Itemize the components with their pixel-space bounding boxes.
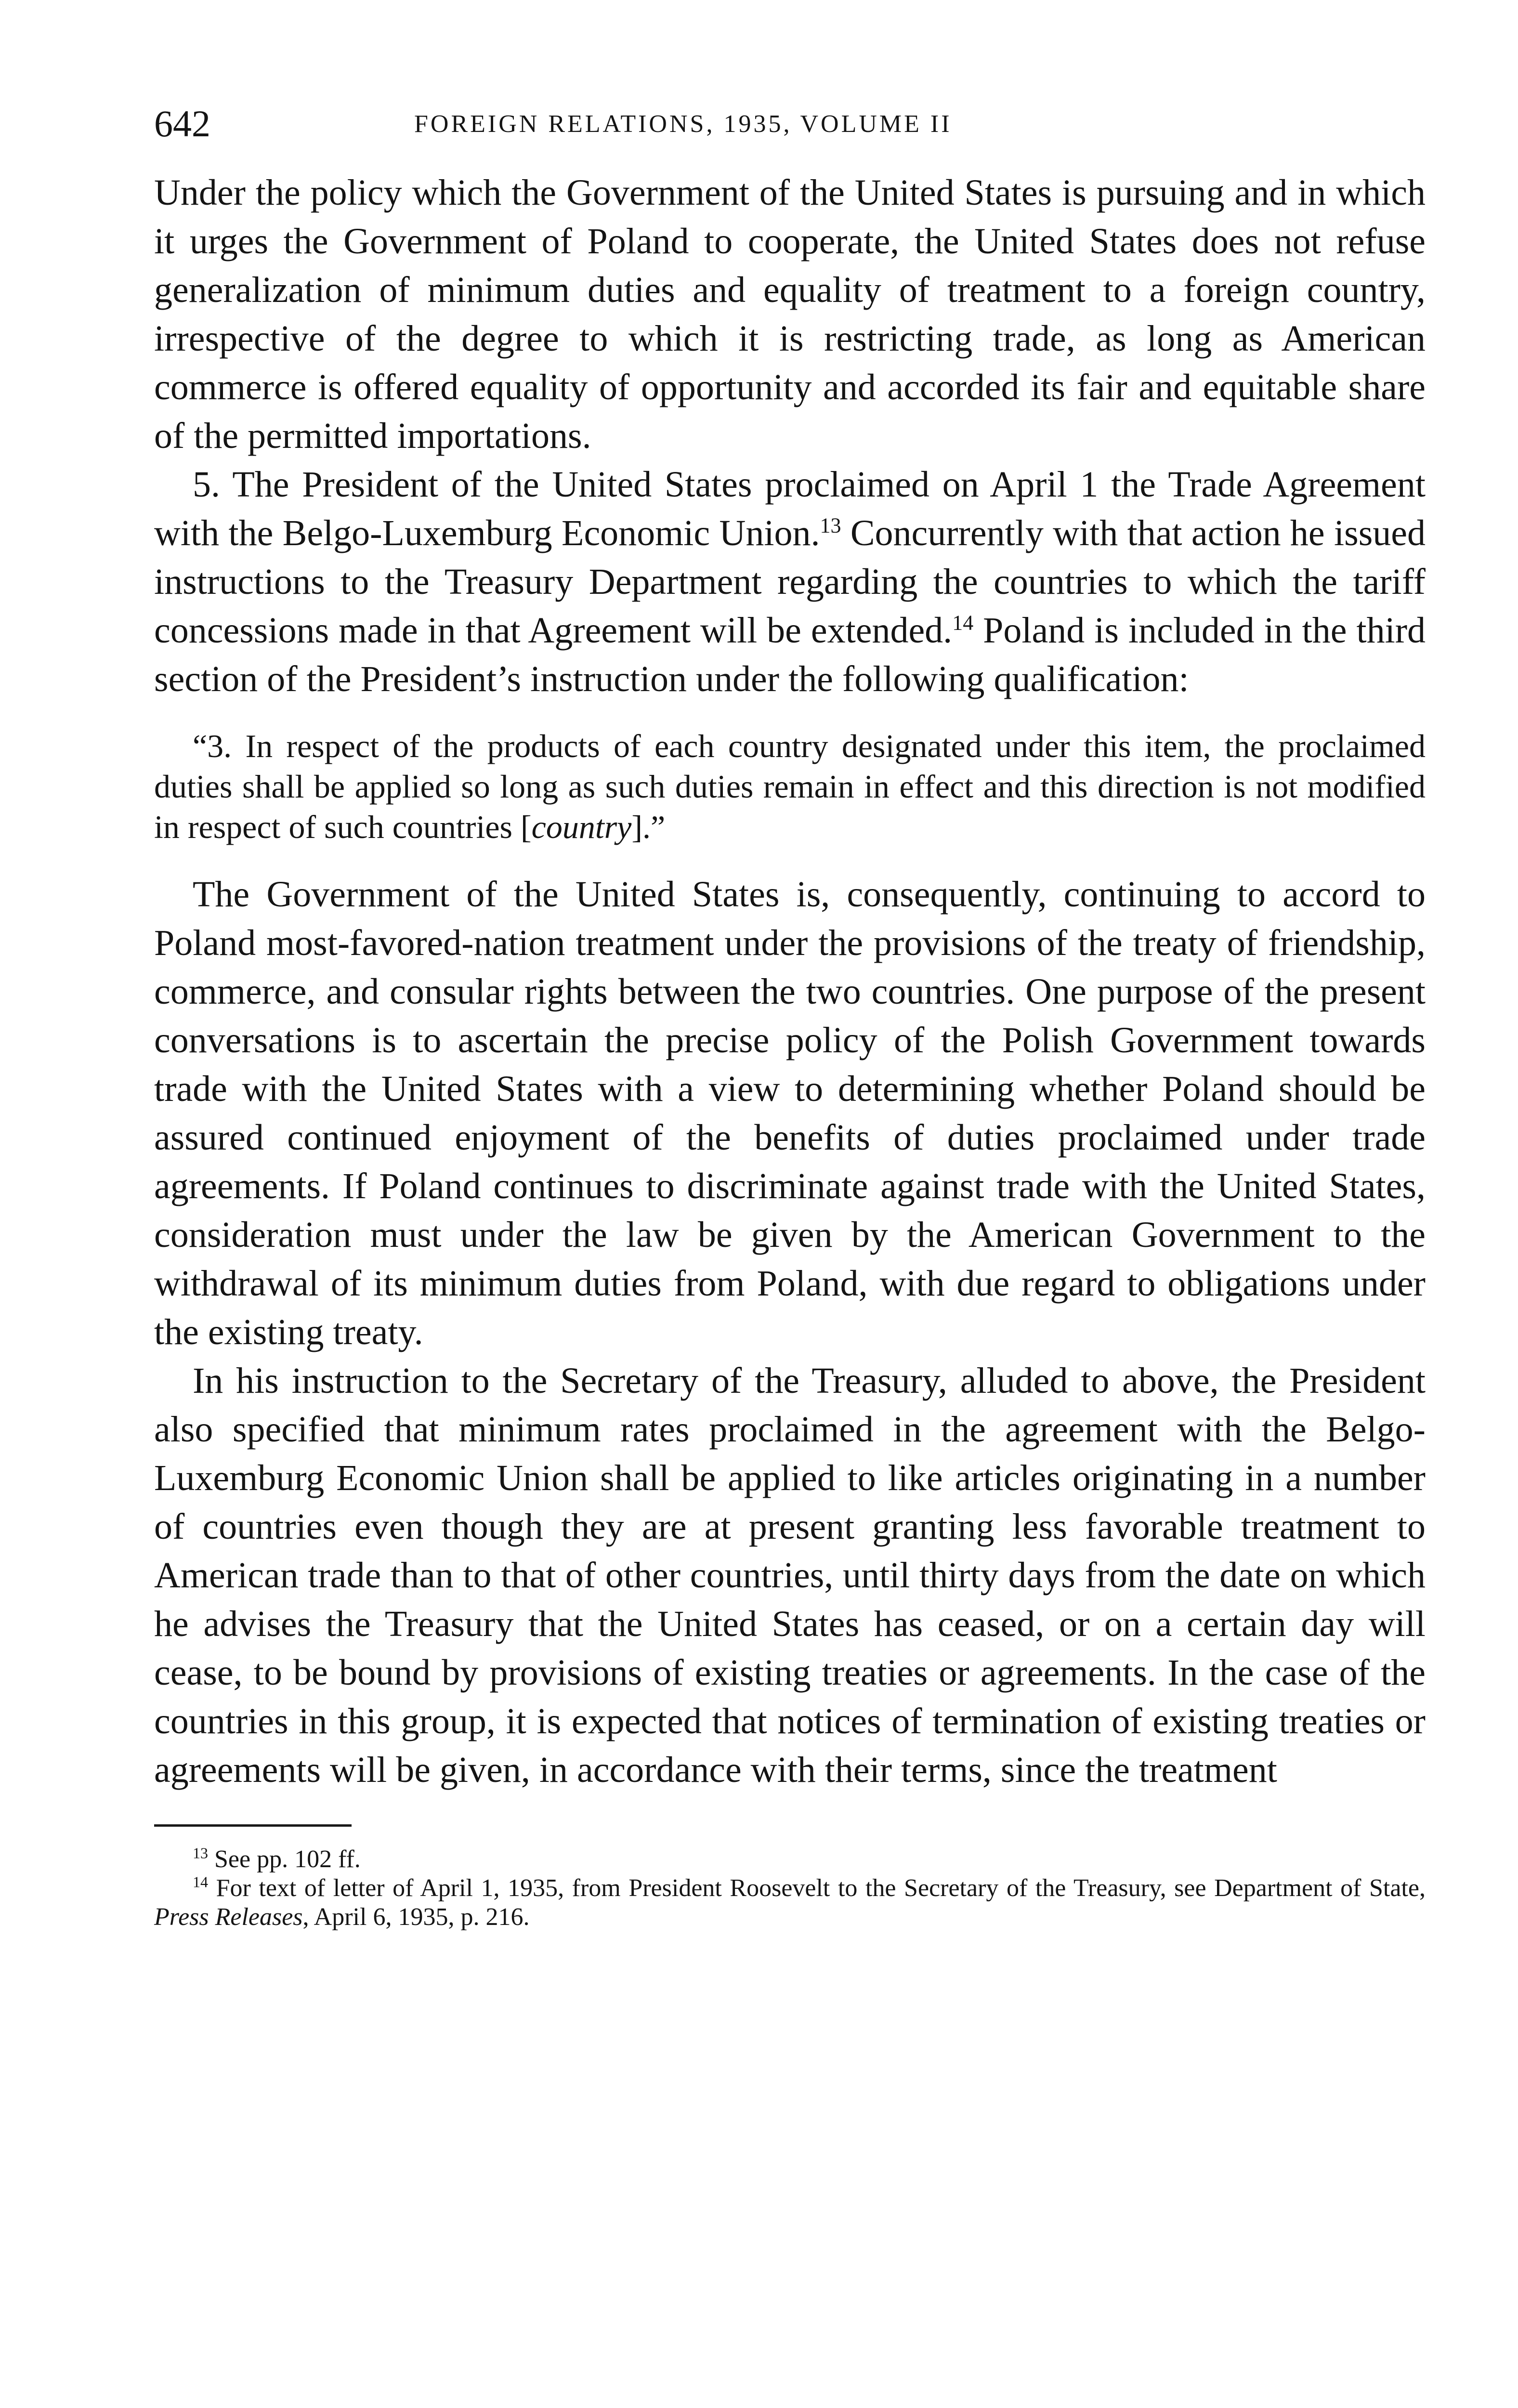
footnote-13 bbox=[154, 1845, 1426, 1874]
footnote-ref-14: 14 bbox=[952, 611, 974, 635]
paragraph-1: Under the policy which the Government of the United States is pursuing and in which it urges the Government of Poland to cooperate, the United States does not refuse generalization of minimum duties and equality of treatment to a foreign country, irrespective of the degree to which it is restricting trade, as long as American commerce is offered equality of opportunity and accorded its fair and equitable share of the permitted importations. bbox=[154, 172, 1426, 456]
paragraph-4: In his instruction to the Secretary of the Treasury, alluded to above, the President also specified that minimum rates proclaimed in the agreement with the Belgo-Luxemburg Economic Union shall be applied to like articles originating in a number of countries even though they are at present granting less favorable treatment to American trade than to that of other countries, until thirty days from the date on which he advises the Treasury that the United States has ceased, or on a certain day will cease, to be bound by provisions of existing treaties or agreements. In the case of the countries in this group, it is expected that notices of termination of existing treaties or agreements will be given, in accordance with their terms, since the treatment bbox=[154, 1361, 1426, 1790]
running-head: FOREIGN RELATIONS, 1935, VOLUME II bbox=[414, 110, 952, 138]
paragraph-2 bbox=[154, 460, 1426, 704]
paragraph-2-part-c: Poland is included in the third section of the President’s instruction under the following qualification: bbox=[154, 610, 1426, 699]
footnote-14-text-a: For text of letter of April 1, 1935, from President Roosevelt to the Secretary of the Treasury, see Department of State, bbox=[208, 1874, 1426, 1902]
page-number: 642 bbox=[154, 103, 210, 144]
footnote-13-text: See pp. 102 ff. bbox=[208, 1845, 361, 1873]
quote-part-b: ].” bbox=[631, 809, 666, 845]
footnote-14-marker: 14 bbox=[193, 1873, 208, 1891]
document-page bbox=[154, 96, 1426, 1932]
footnotes bbox=[154, 1845, 1426, 1932]
block-quote bbox=[154, 726, 1426, 847]
footnote-divider bbox=[154, 1824, 352, 1827]
footnote-14-italic: Press Releases bbox=[154, 1903, 303, 1931]
page-header bbox=[154, 96, 1426, 149]
quote-italic: country bbox=[531, 809, 632, 845]
paragraph-3: The Government of the United States is, consequently, continuing to accord to Poland most-favored-nation treatment under the provisions of the treaty of friendship, commerce, and consular rights between the two countries. One purpose of the present conversations is to ascertain the precise policy of the Polish Government towards trade with the United States with a view to determining whether Poland should be assured continued enjoyment of the benefits of duties proclaimed under trade agreements. If Poland continues to discriminate against trade with the United States, consideration must under the law be given by the American Government to the withdrawal of its minimum duties from Poland, with due regard to obligations under the existing treaty. bbox=[154, 874, 1426, 1352]
paragraph-2-part-a: 5. The President of the United States proclaimed on April 1 the Trade Agreement with the Belgo-Luxemburg Economic Union. bbox=[154, 464, 1426, 553]
quote-part-a: “3. In respect of the products of each country designated under this item, the proclaimed duties shall be applied so long as such duties remain in effect and this direction is not modified in respect of such countries [ bbox=[154, 728, 1426, 845]
footnote-13-marker: 13 bbox=[193, 1844, 208, 1862]
footnote-14-text-b: , April 6, 1935, p. 216. bbox=[302, 1903, 530, 1931]
footnote-ref-13: 13 bbox=[820, 513, 841, 537]
paragraph-2-part-b: Concurrently with that action he issued instructions to the Treasury Department regarding the countries to which the tariff concessions made in that Agreement will be extended. bbox=[154, 513, 1426, 651]
footnote-14 bbox=[154, 1874, 1426, 1932]
body-text bbox=[154, 169, 1426, 1794]
